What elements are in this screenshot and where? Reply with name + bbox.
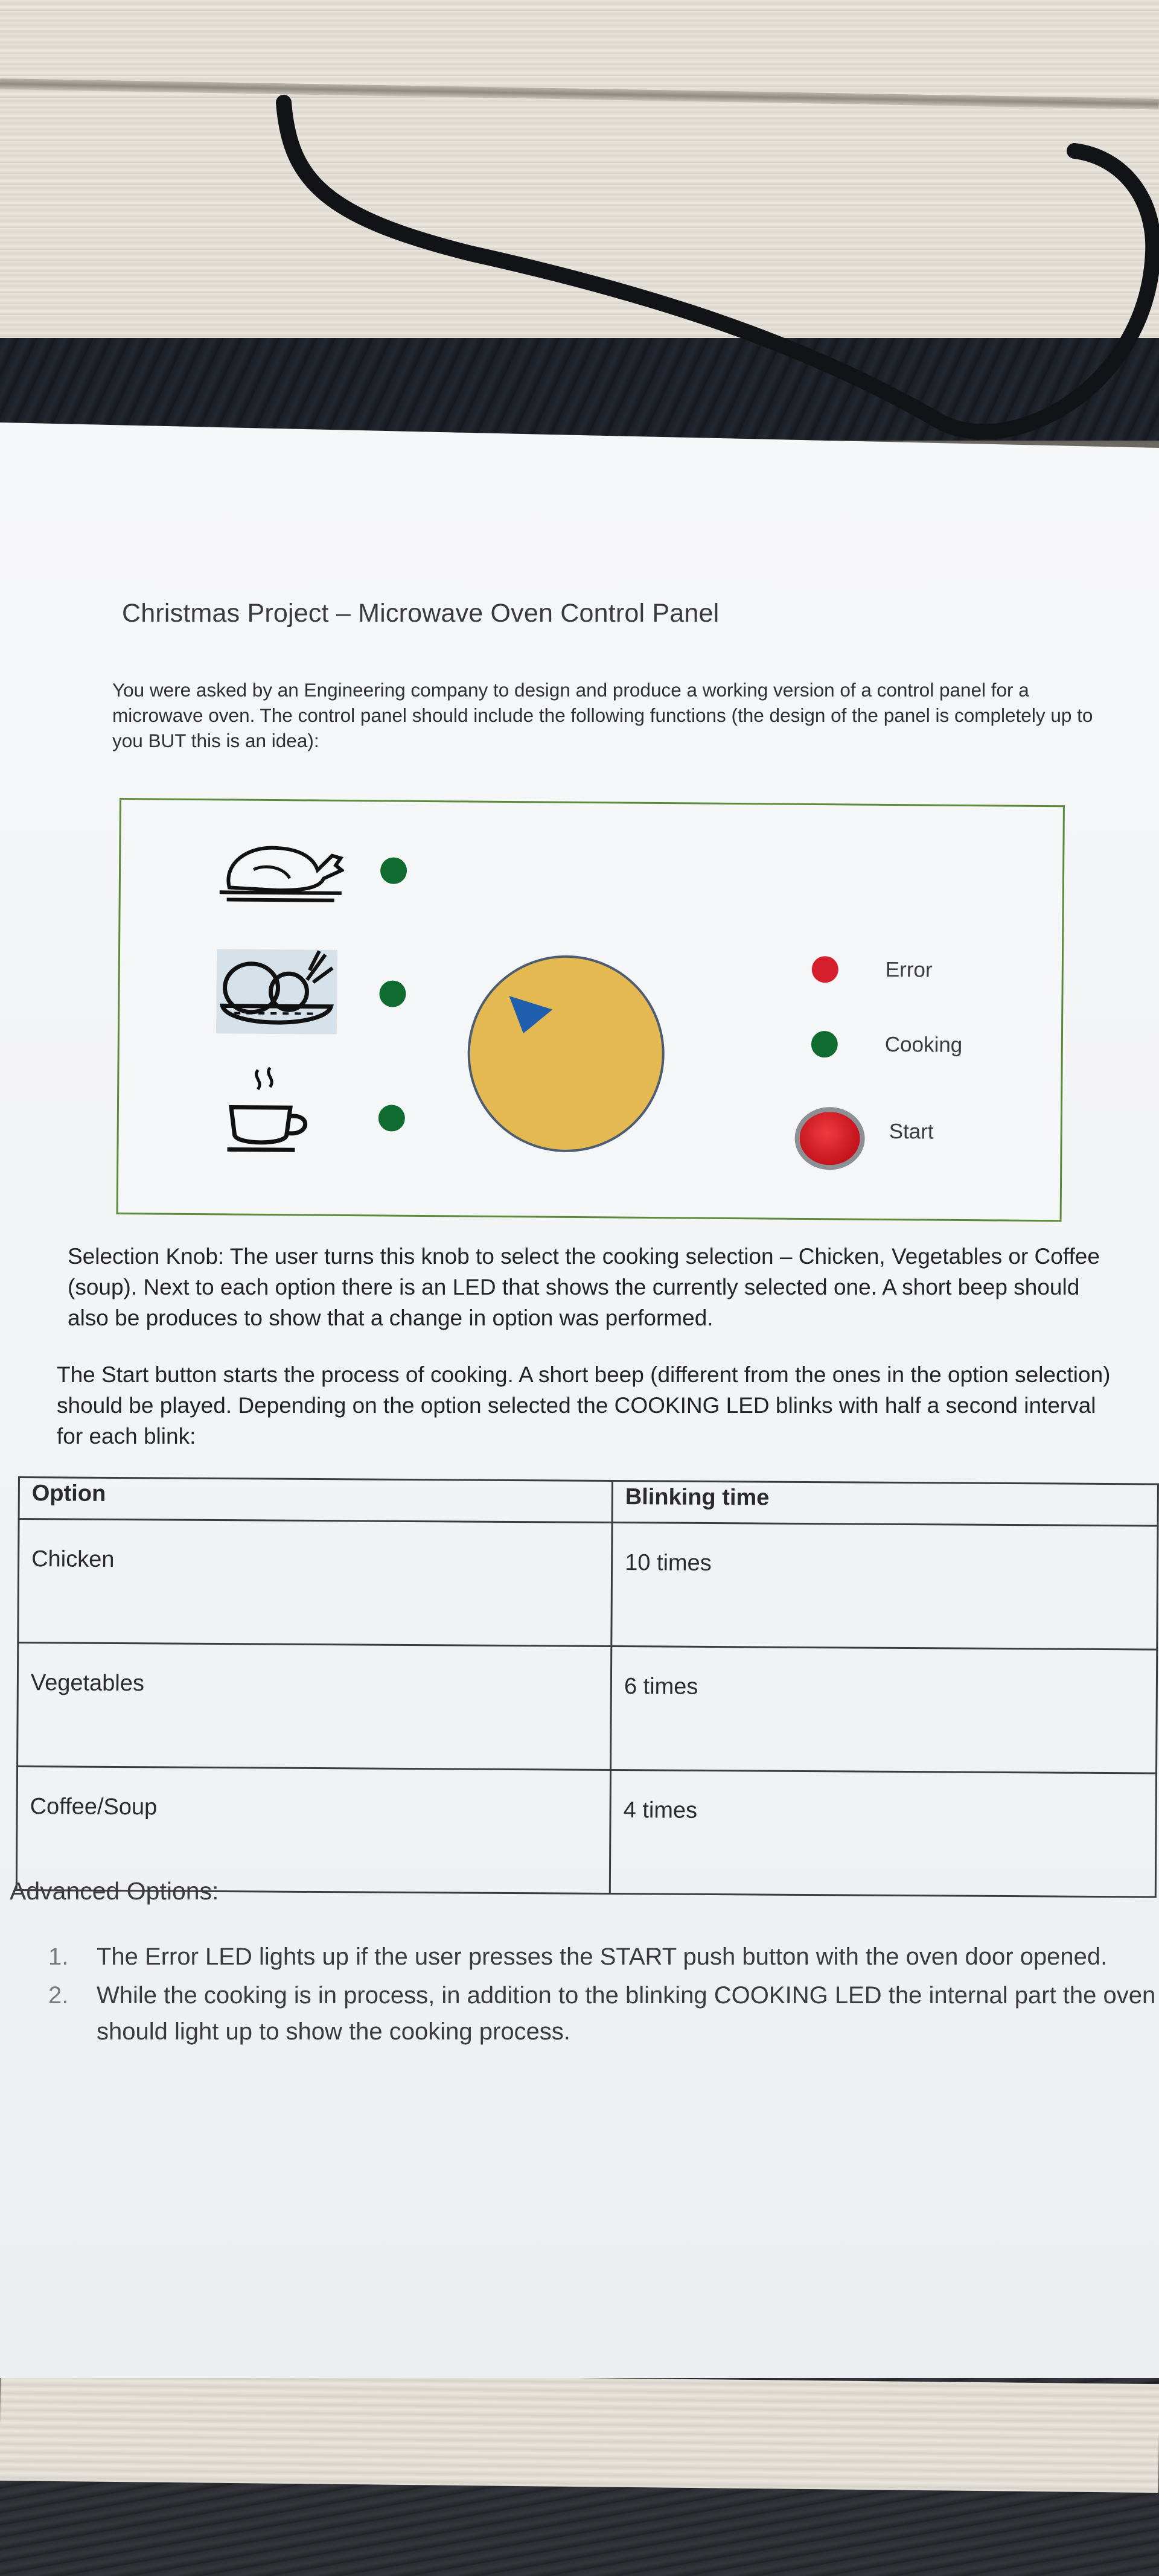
start-label: Start bbox=[889, 1120, 934, 1144]
option-led-chicken bbox=[380, 857, 407, 884]
table-row bbox=[18, 1519, 1158, 1650]
table-cell-blinking-time: 4 times bbox=[610, 1770, 1156, 1898]
start-button-illustration bbox=[794, 1107, 865, 1170]
vegetables-icon bbox=[216, 943, 337, 1035]
list-item-number: 1. bbox=[48, 1943, 69, 1970]
list-item-text: While the cooking is in process, in addition to the blinking COOKING LED the internal part the oven should light up to show the cooking process. bbox=[97, 1982, 1156, 2045]
option-led-coffee bbox=[378, 1105, 405, 1131]
table-cell-blinking-time: 10 times bbox=[611, 1523, 1158, 1650]
option-led-vegetables bbox=[379, 980, 406, 1007]
list-item bbox=[48, 1939, 1159, 1975]
list-item bbox=[48, 1977, 1159, 2050]
cooking-led bbox=[811, 1031, 838, 1057]
table-header-row bbox=[19, 1478, 1158, 1526]
table-row bbox=[18, 1643, 1157, 1774]
page-title: Christmas Project – Microwave Oven Control Panel bbox=[122, 599, 720, 628]
advanced-options-list bbox=[48, 1939, 1159, 2052]
chicken-icon bbox=[217, 827, 345, 907]
coffee-cup-icon bbox=[227, 1065, 312, 1156]
cooking-label: Cooking bbox=[884, 1032, 963, 1057]
start-button-paragraph: The Start button starts the process of cooking. A short beep (different from the ones in the option selection) should be played. Depending on the option selected the COOKING LED blinks with half a second interval for each blink: bbox=[57, 1362, 1111, 1449]
table-cell-blinking-time: 6 times bbox=[611, 1647, 1157, 1774]
error-led bbox=[812, 956, 838, 983]
intro-paragraph: You were asked by an Engineering company to design and produce a working version of a control panel for a microwave oven. The control panel should include the following functions (the design of the panel is completely up to you BUT this is an idea): bbox=[112, 679, 1093, 751]
control-panel-figure bbox=[117, 798, 1065, 1222]
list-item-number: 2. bbox=[48, 1982, 69, 2009]
selection-knob bbox=[467, 955, 665, 1153]
advanced-options-heading: Advanced Options: bbox=[10, 1877, 219, 1905]
table-cell-option: Chicken bbox=[18, 1519, 612, 1647]
table-header-option: Option bbox=[19, 1478, 612, 1523]
selection-knob-paragraph: Selection Knob: The user turns this knob to select the cooking selection – Chicken, Vegetables or Coffee (soup). Next to each option there is an LED that shows the currently selected one. A short beep should also be produces to show that a change in option was performed. bbox=[68, 1244, 1100, 1330]
table-header-blinking-time: Blinking time bbox=[612, 1481, 1158, 1526]
table-cell-option: Coffee/Soup bbox=[16, 1767, 610, 1894]
list-item-text: The Error LED lights up if the user presses the START push button with the oven door opened. bbox=[97, 1943, 1108, 1970]
knob-pointer-icon bbox=[506, 993, 555, 1036]
table-cell-option: Vegetables bbox=[18, 1643, 611, 1770]
error-label: Error bbox=[885, 957, 933, 982]
blinking-time-table bbox=[16, 1476, 1159, 1898]
